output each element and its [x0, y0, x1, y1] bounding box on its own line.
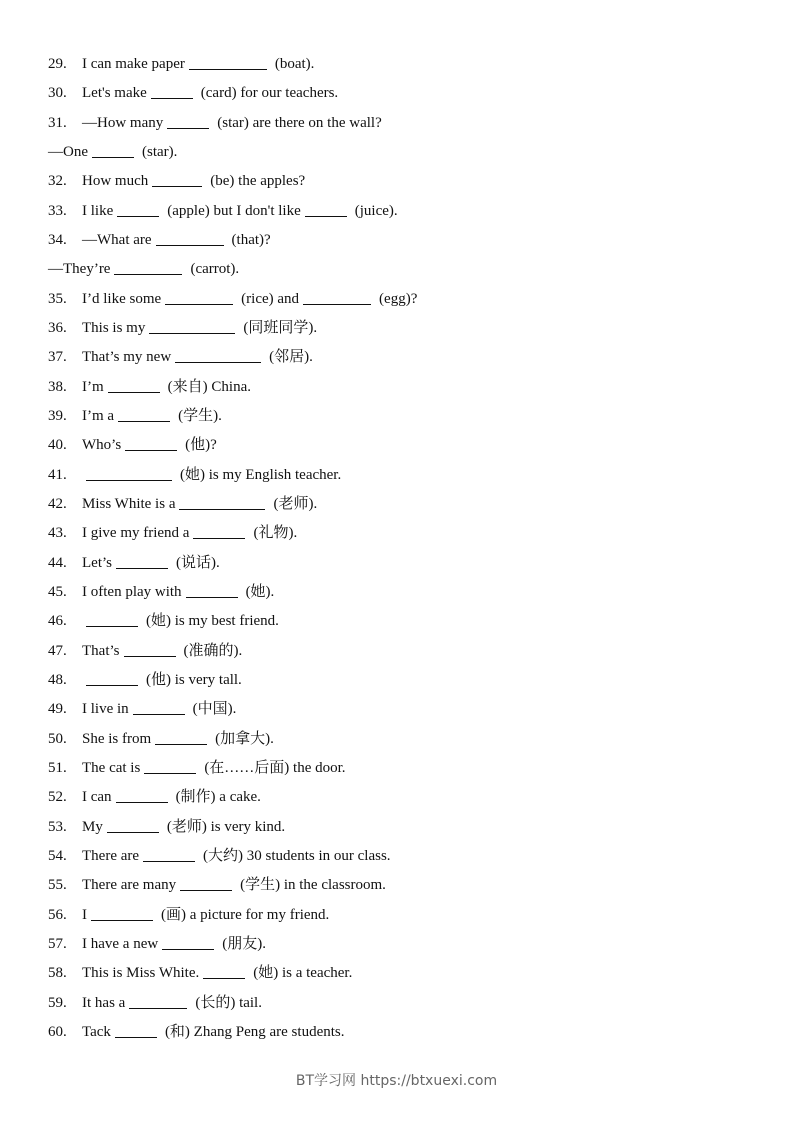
answer-blank[interactable] — [152, 172, 202, 187]
question-line — [48, 757, 346, 779]
question-line — [48, 112, 382, 134]
question-text: I can — [82, 789, 112, 806]
question-number: 49. — [48, 701, 67, 718]
answer-blank[interactable] — [180, 876, 232, 891]
question-line — [48, 581, 274, 603]
question-hint: (她) is my best friend. — [146, 613, 279, 630]
question-text: This is my — [82, 319, 146, 336]
question-hint: (朋友). — [222, 935, 266, 952]
question-text: I — [82, 906, 87, 923]
question-text: My — [82, 818, 103, 835]
question-number: 40. — [48, 437, 67, 454]
question-number: 54. — [48, 847, 67, 864]
question-text: Who’s — [82, 437, 122, 454]
question-number: 52. — [48, 789, 67, 806]
question-number: 30. — [48, 85, 67, 102]
question-hint: (老师). — [273, 495, 318, 512]
question-hint: (邻居). — [269, 349, 313, 366]
question-text: I give my friend a — [82, 525, 190, 542]
answer-blank[interactable] — [156, 231, 224, 246]
question-number: 39. — [48, 407, 67, 424]
question-hint: (和) Zhang Peng are students. — [164, 1023, 345, 1040]
question-number: 44. — [48, 554, 67, 571]
answer-blank[interactable] — [86, 612, 138, 627]
answer-blank[interactable] — [108, 378, 160, 393]
answer-blank[interactable] — [92, 143, 134, 158]
question-hint: (来自) China. — [167, 378, 251, 395]
question-number: 47. — [48, 642, 67, 659]
answer-blank[interactable] — [91, 906, 153, 921]
question-number: 38. — [48, 378, 67, 395]
answer-blank[interactable] — [124, 642, 176, 657]
question-line — [48, 258, 239, 280]
question-number: 58. — [48, 965, 67, 982]
question-line — [48, 669, 242, 691]
question-hint: (他) is very tall. — [146, 671, 242, 688]
question-hint: (rice) and — [241, 290, 300, 307]
question-hint: (她). — [245, 583, 275, 600]
question-text: How much — [82, 173, 149, 190]
answer-blank[interactable] — [305, 202, 347, 217]
question-text: I often play with — [82, 583, 182, 600]
question-line — [48, 170, 305, 192]
question-line — [48, 229, 271, 251]
answer-blank[interactable] — [167, 114, 209, 129]
question-hint: (制作) a cake. — [175, 789, 261, 806]
question-hint: (egg)? — [379, 290, 418, 307]
answer-blank[interactable] — [144, 759, 196, 774]
answer-blank[interactable] — [151, 84, 193, 99]
question-hint: (中国). — [192, 701, 237, 718]
question-hint: (学生). — [178, 407, 222, 424]
question-line — [48, 434, 217, 456]
answer-blank[interactable] — [179, 495, 265, 510]
question-text: —What are — [82, 231, 152, 248]
question-hint: (that)? — [231, 231, 271, 248]
question-line — [48, 962, 352, 984]
question-hint: (准确的). — [183, 642, 243, 659]
question-hint: (礼物). — [253, 525, 298, 542]
question-number: 31. — [48, 114, 67, 131]
answer-blank[interactable] — [303, 290, 371, 305]
question-line — [48, 82, 338, 104]
answer-blank[interactable] — [175, 348, 261, 363]
question-number: 33. — [48, 202, 67, 219]
question-line — [48, 933, 266, 955]
question-number: 36. — [48, 319, 67, 336]
question-line — [48, 464, 341, 486]
answer-blank[interactable] — [116, 788, 168, 803]
question-hint: (boat). — [274, 56, 315, 72]
question-text: That’s my new — [82, 349, 172, 366]
question-text: There are many — [82, 877, 177, 894]
question-hint: (star). — [142, 143, 178, 160]
question-line — [48, 376, 251, 398]
question-text: Miss White is a — [82, 495, 176, 512]
question-line — [48, 610, 279, 632]
question-line — [48, 346, 313, 368]
question-hint: (她) is a teacher. — [253, 965, 353, 982]
question-hint: (老师) is very kind. — [166, 818, 286, 835]
question-text: I’m a — [82, 407, 115, 424]
question-line — [48, 786, 261, 808]
question-number: 60. — [48, 1023, 67, 1040]
question-hint: (card) for our teachers. — [200, 85, 339, 102]
question-number: 56. — [48, 906, 67, 923]
answer-blank[interactable] — [125, 436, 177, 451]
question-text: The cat is — [82, 759, 141, 776]
question-text: That’s — [82, 642, 120, 659]
question-hint: (长的) tail. — [195, 994, 262, 1011]
question-line — [48, 200, 398, 222]
answer-blank[interactable] — [129, 994, 187, 1009]
question-line — [48, 640, 242, 662]
answer-blank[interactable] — [193, 524, 245, 539]
answer-blank[interactable] — [115, 1023, 157, 1038]
question-number: 42. — [48, 495, 67, 512]
question-text: There are — [82, 847, 140, 864]
question-line — [48, 493, 317, 515]
question-line — [48, 317, 317, 339]
question-number: 37. — [48, 349, 67, 366]
question-line — [48, 522, 297, 544]
question-hint: (她) is my English teacher. — [180, 466, 342, 483]
question-line — [48, 992, 262, 1014]
question-hint: (说话). — [176, 554, 220, 571]
question-line — [48, 288, 417, 310]
question-line — [48, 728, 274, 750]
question-text: —They’re — [48, 261, 111, 278]
question-hint: (大约) 30 students in our class. — [203, 847, 391, 864]
answer-blank[interactable] — [117, 202, 159, 217]
question-text: Tack — [82, 1023, 111, 1040]
question-number: 32. — [48, 173, 67, 190]
question-text: Let’s — [82, 554, 112, 571]
question-number: 59. — [48, 994, 67, 1011]
question-line — [48, 904, 329, 926]
question-line — [48, 874, 386, 896]
answer-blank[interactable] — [155, 730, 207, 745]
question-line — [48, 141, 177, 163]
answer-blank[interactable] — [189, 55, 267, 70]
question-hint: (carrot). — [190, 261, 240, 278]
question-line — [48, 405, 222, 427]
answer-blank[interactable] — [143, 847, 195, 862]
question-text: —One — [48, 143, 88, 160]
question-text: I have a new — [82, 935, 159, 952]
question-text: Let's make — [82, 85, 147, 102]
question-hint: (加拿大). — [215, 730, 274, 747]
question-text: She is from — [82, 730, 152, 747]
question-text: I live in — [82, 701, 129, 718]
question-number: 55. — [48, 877, 67, 894]
question-number: 29. — [48, 56, 67, 72]
question-line — [48, 845, 391, 867]
question-number: 51. — [48, 759, 67, 776]
answer-blank[interactable] — [116, 554, 168, 569]
question-text: I’d like some — [82, 290, 162, 307]
question-line — [48, 698, 236, 720]
question-line — [48, 1021, 344, 1043]
answer-blank[interactable] — [186, 583, 238, 598]
question-number: 43. — [48, 525, 67, 542]
answer-blank[interactable] — [162, 935, 214, 950]
answer-blank[interactable] — [149, 319, 235, 334]
question-number: 53. — [48, 818, 67, 835]
question-line — [48, 552, 220, 574]
question-number: 48. — [48, 671, 67, 688]
question-line — [48, 53, 314, 75]
question-line — [48, 816, 285, 838]
question-hint: (他)? — [185, 437, 217, 454]
question-number: 50. — [48, 730, 67, 747]
question-text: I’m — [82, 378, 104, 395]
answer-blank[interactable] — [165, 290, 233, 305]
question-hint: (juice). — [354, 202, 398, 219]
question-text: I can make paper — [82, 56, 185, 72]
question-number: 57. — [48, 935, 67, 952]
question-hint: (star) are there on the wall? — [217, 114, 382, 131]
question-number: 45. — [48, 583, 67, 600]
question-hint: (学生) in the classroom. — [240, 877, 386, 894]
question-hint: (be) the apples? — [210, 173, 306, 190]
question-hint: (画) a picture for my friend. — [161, 906, 330, 923]
question-number: 35. — [48, 290, 67, 307]
question-number: 46. — [48, 613, 67, 630]
footer-watermark: BT学习网 https://btxuexi.com — [295, 1073, 498, 1089]
question-hint: (在……后面) the door. — [204, 759, 346, 776]
question-text: It has a — [82, 994, 126, 1011]
question-hint: (apple) but I don't like — [167, 202, 301, 219]
question-number: 41. — [48, 466, 67, 483]
question-number: 34. — [48, 231, 67, 248]
question-text: I like — [82, 202, 114, 219]
answer-blank[interactable] — [86, 671, 138, 686]
answer-blank[interactable] — [114, 260, 182, 275]
question-hint: (同班同学). — [243, 319, 318, 336]
answer-blank[interactable] — [118, 407, 170, 422]
answer-blank[interactable] — [203, 964, 245, 979]
answer-blank[interactable] — [107, 818, 159, 833]
answer-blank[interactable] — [133, 700, 185, 715]
question-text: —How many — [82, 114, 164, 131]
answer-blank[interactable] — [86, 466, 172, 481]
question-text: This is Miss White. — [82, 965, 200, 982]
